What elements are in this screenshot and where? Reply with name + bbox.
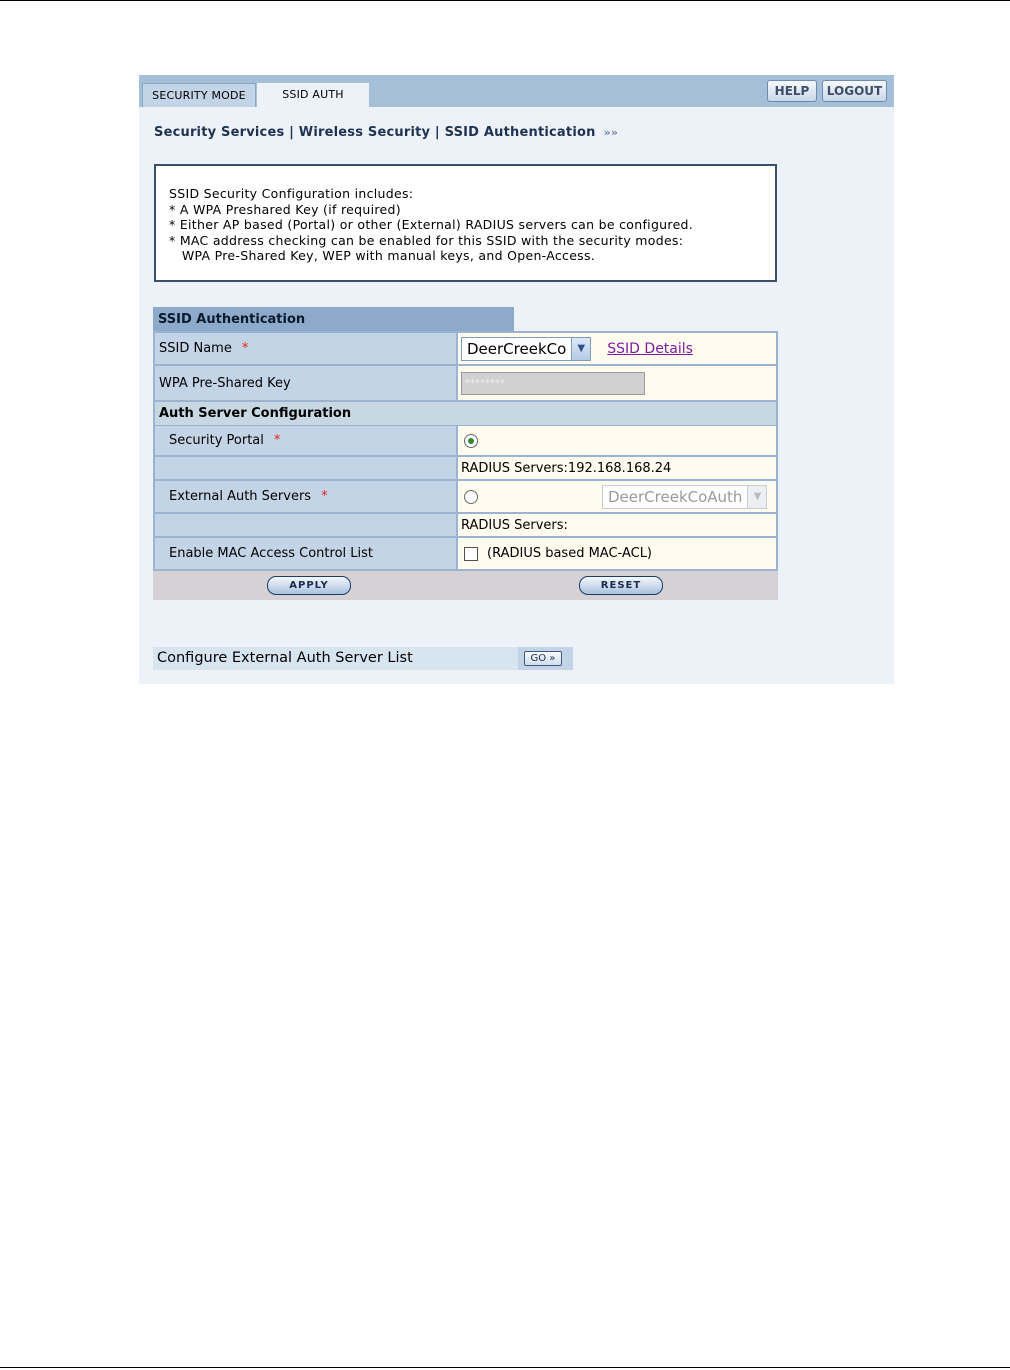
chevron-down-icon[interactable]: ▼ xyxy=(747,486,766,508)
security-portal-label-text: Security Portal xyxy=(169,433,264,448)
external-auth-label-text: External Auth Servers xyxy=(169,489,312,504)
external-radius-value xyxy=(458,514,776,536)
external-auth-radio[interactable] xyxy=(464,490,478,504)
ssid-name-label-text: SSID Name xyxy=(159,341,232,356)
go-cell xyxy=(518,647,573,670)
mac-acl-value xyxy=(458,538,776,569)
ssid-name-value xyxy=(458,333,776,364)
security-portal-value xyxy=(458,426,776,455)
chevron-down-icon[interactable]: ▼ xyxy=(571,338,590,360)
portal-radius-value xyxy=(458,457,776,479)
ssid-name-select[interactable] xyxy=(461,337,591,361)
portal-radius-text: RADIUS Servers:192.168.168.24 xyxy=(461,460,672,476)
bottom-rule xyxy=(0,1367,1010,1368)
tab-security-mode[interactable]: SECURITY MODE xyxy=(142,83,256,107)
breadcrumb xyxy=(154,125,618,140)
form-button-row xyxy=(153,571,778,600)
ssid-name-label xyxy=(155,333,456,364)
auth-server-config-header: Auth Server Configuration xyxy=(155,402,776,425)
breadcrumb-text: Security Services | Wireless Security | SSID Authentication xyxy=(154,125,596,140)
security-portal-radio[interactable] xyxy=(464,434,478,448)
main-panel xyxy=(139,75,894,684)
external-auth-select[interactable] xyxy=(602,485,767,509)
security-portal-label xyxy=(155,426,456,455)
mac-acl-label-text: Enable MAC Access Control List xyxy=(169,546,373,561)
info-line: * Either AP based (Portal) or other (External) RADIUS servers can be configured. xyxy=(169,217,694,233)
required-marker: * xyxy=(321,489,328,504)
section-title-ssid-auth: SSID Authentication xyxy=(153,307,514,332)
portal-radius-label-empty xyxy=(155,457,456,479)
wpa-key-value xyxy=(458,366,776,400)
ssid-details-link[interactable]: SSID Details xyxy=(607,340,693,357)
reset-button[interactable]: RESET xyxy=(579,576,663,595)
external-auth-value xyxy=(458,481,776,512)
required-marker: * xyxy=(273,433,281,448)
info-line: * A WPA Preshared Key (if required) xyxy=(169,201,401,217)
external-auth-label xyxy=(155,481,456,512)
logout-button[interactable]: LOGOUT xyxy=(822,80,887,102)
info-line: WPA Pre-Shared Key, WEP with manual keys, and Open-Access. xyxy=(169,248,596,264)
apply-button[interactable]: APPLY xyxy=(267,576,351,595)
external-radius-text: RADIUS Servers: xyxy=(461,517,568,533)
mac-acl-checkbox-label: (RADIUS based MAC-ACL) xyxy=(487,546,653,561)
external-list-label: Configure External Auth Server List xyxy=(153,647,518,670)
info-line: * MAC address checking can be enabled for this SSID with the security modes: xyxy=(169,232,684,248)
ssid-auth-form xyxy=(153,331,778,600)
external-radius-label-empty xyxy=(155,514,456,536)
wpa-key-label-text: WPA Pre-Shared Key xyxy=(159,375,291,391)
external-auth-select-value: DeerCreekCoAuth xyxy=(608,487,743,506)
required-marker: * xyxy=(241,341,249,356)
help-button[interactable]: HELP xyxy=(767,80,817,102)
tab-bar xyxy=(139,75,894,107)
wpa-key-label xyxy=(155,366,456,400)
mac-acl-label xyxy=(155,538,456,569)
info-box xyxy=(154,164,777,282)
go-button[interactable]: GO » xyxy=(524,651,562,666)
info-line: SSID Security Configuration includes: xyxy=(169,186,414,201)
breadcrumb-arrows-icon: »» xyxy=(603,126,619,139)
top-rule xyxy=(0,0,1010,1)
mac-acl-checkbox[interactable] xyxy=(464,547,478,561)
wpa-key-input[interactable]: ******** xyxy=(461,372,645,395)
tab-ssid-auth[interactable]: SSID AUTH xyxy=(257,83,369,107)
ssid-name-select-value: DeerCreekCo xyxy=(467,339,567,358)
